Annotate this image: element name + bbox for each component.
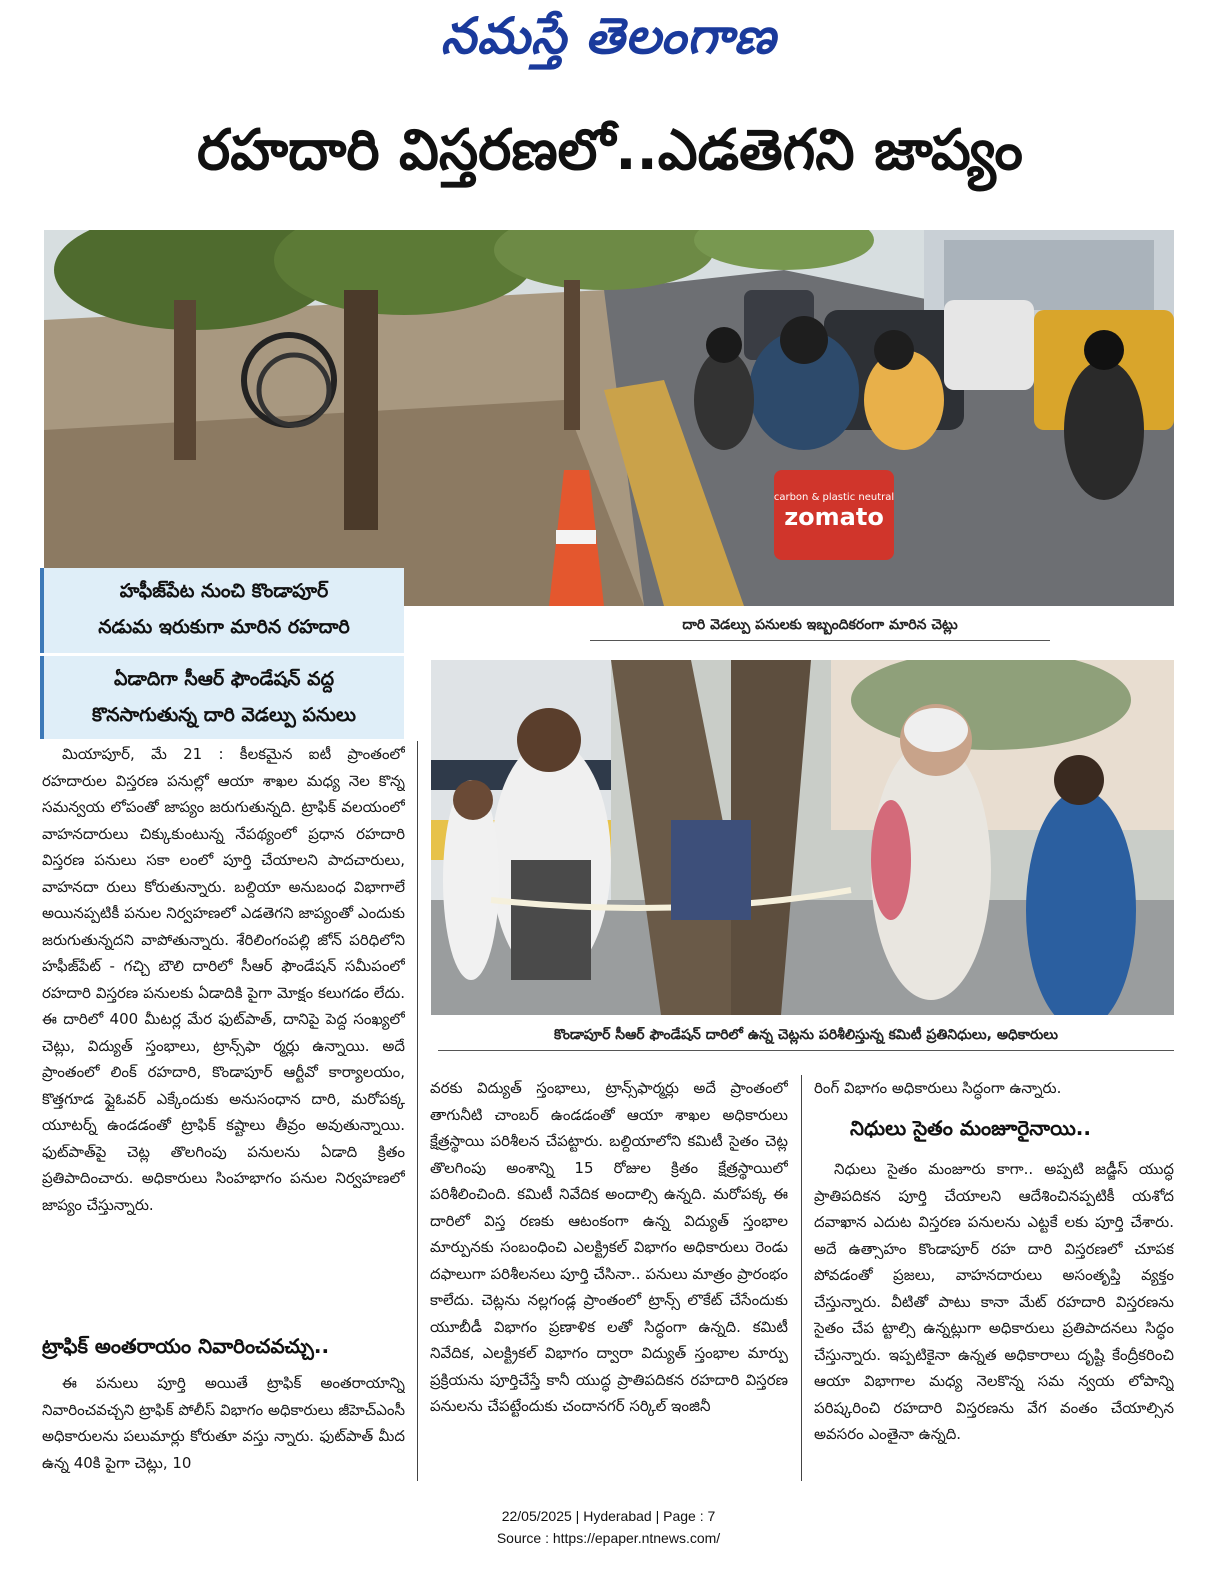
top-photo-caption: దారి వెడల్పు పనులకు ఇబ్బందికరంగా మారిన చెట్లు <box>590 617 1050 641</box>
column-divider-1 <box>417 741 418 1481</box>
article-col-2 <box>430 1075 788 1483</box>
column-divider-2 <box>801 1075 802 1481</box>
zomato-bag-label: zomato <box>784 503 884 531</box>
footer-source-line: Source : https://epaper.ntnews.com/ <box>496 1530 721 1546</box>
article-col-3-para-1: రింగ్ విభాగం అధికారులు సిద్ధంగా ఉన్నారు. <box>814 1079 1062 1097</box>
section-head-funds: నిధులు సైతం మంజూరైనాయి.. <box>850 1116 1091 1140</box>
article-col-2-para-1: వరకు విద్యుత్ స్తంభాలు, ట్రాన్స్‌ఫార్మర్లు అదే ప్రాంతంలో తాగునీటి చాంబర్ ఉండడంతో ఆయా శాఖల అధికారులు క్షేత్రస్థాయి పరిశీలన చేపట్టారు. బల్దియాలోని కమిటీ సైతం చెట్ల తొలగింపు అంశాన్ని 15 రోజుల క్రితం క్షేత్రస్థాయిలో పరిశీలించింది. కమిటీ నివేదిక అందాల్సి ఉన్నది. మరోపక్క ఈ దారిలో విస్త రణకు ఆటంకంగా ఉన్న విద్యుత్ స్తంభాల మార్పునకు సంబంధించి ఎలక్ట్రికల్ విభాగం అధికారులు రెండు దఫాలుగా పరిశీలనలు పూర్తి చేసినా.. పనులు మాత్రం ప్రారంభం కాలేదు. చెట్లను నల్లగండ్ల ప్రాంతంలో ట్రాన్స్ లొకేట్ చేసేందుకు యూబీడీ విభాగం ప్రణాళిక లతో సిద్ధంగా ఉన్నది. కమిటీ నివేదిక, ఎలక్ట్రికల్ విభాగం ద్వారా విద్యుత్ స్తంభాల మార్పు ప్రక్రియను పూర్తిచేస్తే కానీ యుద్ధ ప్రాతిపదికన రహదారి విస్తరణ పనులను చేపట్టేందుకు చందానగర్ సర్కిల్ ఇంజినీ <box>430 1079 788 1415</box>
footer-date-line: 22/05/2025 | Hyderabad | Page : 7 <box>501 1508 716 1524</box>
subhead-2-line-1: ఏడాదిగా సీఆర్ ఫౌండేషన్ వద్ద <box>113 668 335 690</box>
article-col-3-bottom <box>814 1156 1174 1483</box>
article-col-1-para-2: ఈ పనులు పూర్తి అయితే ట్రాఫిక్ అంతరాయాన్ని నివారించవచ్చని ట్రాఫిక్ పోలీస్ విభాగం అధికారులు జీహెచ్‌ఎంసీ అధికారులను పలుమార్లు కోరుతూ వస్తు న్నారు. ఫుట్‌పాత్ మీద ఉన్న 40కి పైగా చెట్లు, 10 <box>42 1374 405 1472</box>
middle-photo-caption: కొండాపూర్ సీఆర్ ఫౌండేషన్ దారిలో ఉన్న చెట్లను పరిశీలిస్తున్న కమిటీ ప్రతినిధులు, అధికారులు <box>438 1027 1174 1051</box>
article-col-3-para-2: నిధులు సైతం మంజూరు కాగా.. అప్పటి జడ్జీస్ యుద్ధ ప్రాతిపదికన పూర్తి చేయాలని ఆదేశించినప్పటికీ యశోద దవాఖాన ఎదుట విస్తరణ పనులను ఎట్టకే లకు పూర్తి చేశారు. అదే ఉత్సాహం కొండాపూర్ రహ దారి విస్తరణలో చూపక పోవడంతో ప్రజలు, వాహనదారులు అసంతృప్తి వ్యక్తం చేస్తున్నారు. వీటితో పాటు కానా మేట్ రహదారి విస్తరణను సైతం చేప ట్టాల్సి ఉన్నట్లుగా అధికారులు ప్రతిపాదనలు సిద్ధం చేస్తున్నారు. ఇప్పటికైనా ఉన్నత అధికారాలు దృష్టి కేంద్రీకరించి ఆయా విభాగాల మధ్య నెలకొన్న సమ న్వయ లోపాన్ని పరిష్కరించి రహదారి విస్తరణను వేగ వంతం చేయాల్సిన అవసరం ఎంతైనా ఉన్నది. <box>814 1160 1174 1443</box>
masthead-logo: నమస్తే తెలంగాణ <box>440 6 777 65</box>
middle-photo <box>431 660 1174 1015</box>
subhead-box-2 <box>40 656 404 739</box>
subhead-1-line-2: నడుమ ఇరుకుగా మారిన రహదారి <box>98 616 350 638</box>
section-head-traffic: ట్రాఫిక్ అంతరాయం నివారించవచ్చు.. <box>42 1334 330 1358</box>
article-col-1-bottom <box>42 1370 405 1482</box>
subhead-1-line-1: హఫీజ్‌పేట నుంచి కొండాపూర్ <box>119 580 329 602</box>
zomato-bag-sublabel: carbon & plastic neutral <box>773 492 895 503</box>
article-col-3-top <box>814 1075 1174 1105</box>
headline: రహదారి విస్తరణలో..ఎడతెగని జాప్యం <box>197 118 1023 183</box>
subhead-box-1 <box>40 568 404 653</box>
article-col-1-para-1: మియాపూర్, మే 21 : కీలకమైన ఐటీ ప్రాంతంలో రహదారుల విస్తరణ పనుల్లో ఆయా శాఖల మధ్య నెల కొన్న సమన్వయ లోపంతో జాప్యం జరుగుతున్నది. ట్రాఫిక్ వలయంలో వాహనదారులు చిక్కుకుంటున్న నేపథ్యంలో ప్రధాన రహదారి విస్తరణ పనులు సకా లంలో పూర్తి చేయాలని పాదచారులు, వాహనదా రులు కోరుతున్నారు. బల్దియా అనుబంధ విభాగాలే అయినప్పటికీ పనుల నిర్వహణలో ఎడతెగని జాప్యంతో ఎందుకు జరుగుతున్నదని వాపోతున్నారు. శేరిలింగంపల్లి జోన్ పరిధిలోని హఫీజ్‌పేట్ - గచ్చి బౌలి దారిలో సీఆర్ ఫౌండేషన్ సమీపంలో రహదారి విస్తరణ పనులకు ఏడాదికి పైగా మోక్షం కలుగడం లేదు. ఈ దారిలో 400 మీటర్ల మేర ఫుట్‌పాత్, దానిపై పెద్ద సంఖ్యలో చెట్లు, విద్యుత్ స్తంభాలు, ట్రాన్స్‌ఫా ర్మర్లు ఉన్నాయి. అదే ప్రాంతంలో లింక్ రహదారి, కొండాపూర్ ఆర్టీవో కార్యాలయం, కొత్తగూడ ఫ్లైఓవర్ ఎక్కేందుకు అనుసంధాన దారి, మరోపక్క యూటర్న్ ఉండడంతో ట్రాఫిక్ కష్టాలు తీవ్రం అవుతున్నాయి. ఫుట్‌పాత్‌పై చెట్ల తొలగింపు పనులను ఏడాది క్రితం ప్రతిపాదించారు. అధికారులు సింహభాగం పనుల నిర్వహణలో జాప్యం చేస్తున్నారు. <box>42 745 405 1214</box>
subhead-2-line-2: కొనసాగుతున్న దారి వెడల్పు పనులు <box>92 704 356 726</box>
article-col-1-top <box>42 741 405 1325</box>
top-photo <box>44 230 1174 606</box>
